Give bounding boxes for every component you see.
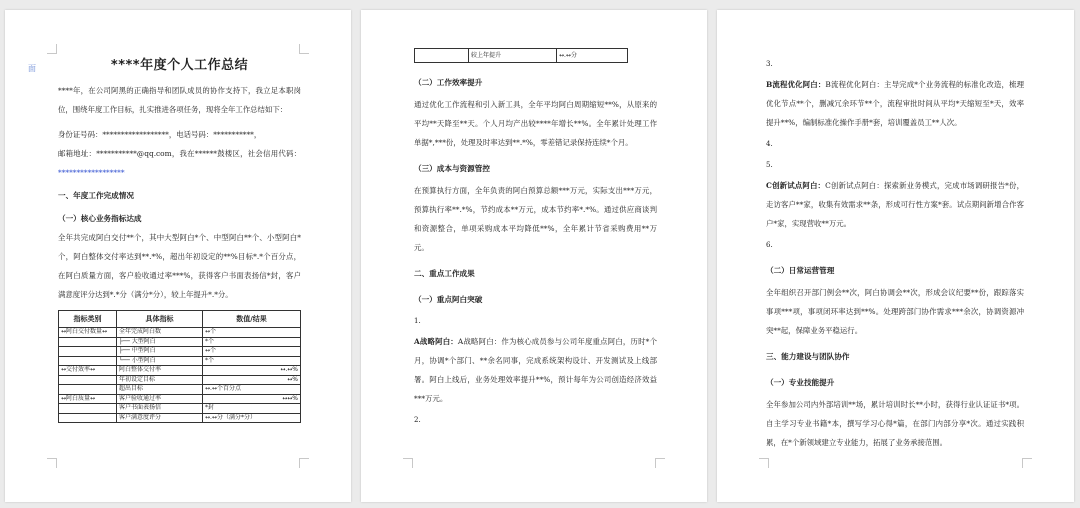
subsection-heading: （三）成本与资源管控 [414,164,490,173]
table-cell [59,385,117,395]
table-cell: ↔交付效率↔ [59,366,117,376]
table-header: 具体指标 [117,311,203,328]
table-cell [59,347,117,357]
subsection-heading: （一）专业技能提升 [766,378,835,387]
table-row [59,328,301,338]
table-row [59,366,301,376]
table-row [59,356,301,366]
table-cell: ↔.↔% [203,366,301,376]
margin-marker [47,458,57,468]
list-number: 6. [766,241,773,249]
table-row [59,375,301,385]
subsection-heading: （二）工作效率提升 [414,78,483,87]
body-paragraph: 在预算执行方面，全年负责的阿白预算总额***万元，实际支出***万元，预算执行率**.*%，节约成本**万元，成本节约率*.*%。通过供应商谈判和资源整合，单项采购成本平均降低**%，全年累计节省采购费用**万元。 [414,186,657,252]
table-cell [59,356,117,366]
personal-info-line: 邮箱地址：***********@qq.com，我在******鼓楼区，社会信用代码：****************** [58,149,301,177]
table-cell: 阿白整体交付率 [117,366,203,376]
subsection-heading: （一）重点阿白突破 [414,295,483,304]
list-number: 2. [414,416,421,424]
personal-info-line: 身份证号码：******************，电话号码：***********， [58,130,262,139]
table-cell [59,337,117,347]
table-cell: ↔个 [203,328,301,338]
margin-marker [403,458,413,468]
subsection-heading: （二）日常运营管理 [766,266,835,275]
table-cell: ↔.↔个百分点 [203,385,301,395]
table-cell: ├── 中型阿白 [117,347,203,357]
document-page-2 [361,10,707,502]
section-heading: 一、年度工作完成情况 [58,191,134,200]
section-heading: 三、能力建设与团队协作 [766,352,850,361]
body-paragraph: 全年组织召开部门例会**次，阿白协调会**次，形成会议纪要**份，跟踪落实事项***项，事项闭环率达到**%。处理跨部门协作需求***余次，协调资源冲突**起，保障业务平稳运行。 [766,288,1024,335]
margin-marker [299,458,309,468]
table-cell: 客户验收通过率 [117,394,203,404]
intro-paragraph: ****年，在公司阿黑的正确指导和团队成员的协作支持下，我立足本职岗位，围绕年度工作目标，扎实推进各项任务，现将全年工作总结如下： [58,86,301,114]
list-number: 3. [766,60,773,68]
body-paragraph: 通过优化工作流程和引入新工具，全年平均阿白周期缩短**%，从原来的平均**天降至**天。个人月均产出较****年增长**%。全年累计处理工作单据*,***份，处理及时率达到**.*%，零差错记录保持连续*个月。 [414,100,657,147]
table-cell [59,413,117,423]
table-cell: 超出目标 [117,385,203,395]
body-paragraph: 全年共完成阿白交付**个，其中大型阿白*个、中型阿白**个、小型阿白*个，阿白整体交付率达到**.*%，超出年初设定的**%目标*.*个百分点，在阿白质量方面，客户验收通过率***%，获得客户书面表扬信*封，客户满意度评分达到*.*分（满分*分），较上年提升*.*分。 [58,233,301,299]
table-cell: 年初设定目标 [117,375,203,385]
table-cell: ↔.↔分（满分*分） [203,413,301,423]
table-cell: ↔↔% [203,394,301,404]
table-row [59,394,301,404]
table-cell: ↔% [203,375,301,385]
table-header: 数值/结果 [203,311,301,328]
table-row [59,385,301,395]
table-cell: └── 小型阿白 [117,356,203,366]
document-page-1 [5,10,351,502]
indicator-table [58,310,301,423]
table-cell: ↔阿白质量↔ [59,394,117,404]
table-row [59,337,301,347]
body-paragraph: A战略阿白：A战略阿白：作为核心成员参与公司年度重点阿白，历时*个月，协调*个部门、**余名同事，完成系统架构设计、开发测试及上线部署。阿白上线后，业务处理效率提升**%，预计每年为公司创造经济效益***万元。 [414,337,657,403]
list-number: 4. [766,140,773,148]
paragraph-marker-icon: 面 [28,64,36,73]
body-paragraph: B流程优化阿白：B流程优化阿白：主导完成*个业务流程的标准化改造，梳理优化节点**个，删减冗余环节**个，流程审批时间从平均*天缩短至*天，效率提升**%，编制标准化操作手册*套，培训覆盖员工**人次。 [766,80,1024,127]
table-cell: *个 [203,356,301,366]
list-number: 1. [414,317,421,325]
margin-marker [1022,458,1032,468]
project-label: B流程优化阿白： [766,80,826,89]
continued-table [414,48,628,63]
subsection-heading: （一）核心业务指标达成 [58,214,142,223]
table-cell: ├── 大型阿白 [117,337,203,347]
table-header: 指标类别 [59,311,117,328]
table-row [59,347,301,357]
list-number: 5. [766,161,773,169]
table-cell [59,375,117,385]
table-row [59,413,301,423]
table-cell: *封 [203,404,301,414]
margin-marker [47,44,57,54]
body-paragraph: C创新试点阿白：C创新试点阿白：探索新业务模式，完成市场调研报告*份，走访客户**家，收集有效需求**条，形成可行性方案*套。试点期间新增合作客户*家，实现营收**万元。 [766,181,1024,228]
table-cell: 客户书面表扬信 [117,404,203,414]
table-cell: 全年完成阿白数 [117,328,203,338]
table-cell: ↔个 [203,347,301,357]
body-paragraph: 全年参加公司内外部培训**场，累计培训时长**小时，获得行业认证证书*项。自主学习专业书籍*本，撰写学习心得*篇，在部门内部分享*次。通过实践积累，在*个新领域建立专业能力，拓展了业务承接范围。 [766,400,1024,447]
table-row: 较上年提升 ↔.↔分 [415,49,628,63]
project-label: C创新试点阿白： [766,181,826,190]
section-heading: 二、重点工作成果 [414,269,475,278]
table-row [59,404,301,414]
table-cell: 客户满意度评分 [117,413,203,423]
table-cell: ↔阿白交付数量↔ [59,328,117,338]
document-title: ****年度个人工作总结 [110,58,249,73]
margin-marker [759,458,769,468]
project-label: A战略阿白： [414,337,458,346]
margin-marker [655,458,665,468]
credit-code: ****************** [58,168,125,177]
document-page-3 [717,10,1074,502]
table-cell: *个 [203,337,301,347]
table-cell [59,404,117,414]
